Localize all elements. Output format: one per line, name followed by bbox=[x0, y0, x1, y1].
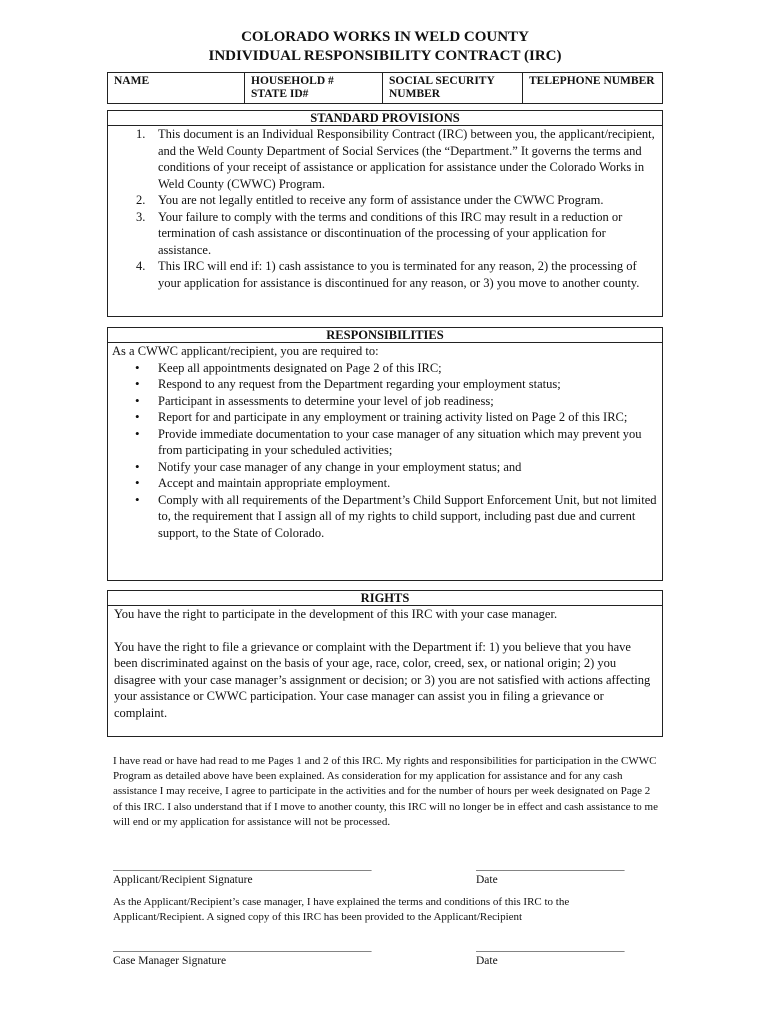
ssn-field[interactable] bbox=[383, 72, 523, 104]
bullet-icon: • bbox=[135, 458, 140, 474]
responsibility-item: • Participant in assessments to determine your level of job readiness; bbox=[135, 392, 494, 408]
document-title: COLORADO WORKS IN WELD COUNTY bbox=[241, 29, 529, 45]
standard-provisions-title: STANDARD PROVISIONS bbox=[108, 111, 662, 126]
bullet-icon: • bbox=[135, 491, 140, 507]
telephone-field[interactable] bbox=[523, 72, 663, 104]
provisions-list bbox=[108, 126, 662, 291]
provision-item: 2. You are not legally entitled to receive any form of assistance under the CWWC Program. bbox=[136, 193, 604, 207]
rights-section bbox=[107, 590, 663, 737]
case-manager-date-line[interactable]: ___________________________ bbox=[476, 941, 625, 953]
applicant-date-label: Date bbox=[476, 874, 498, 886]
ssn-label: SOCIAL SECURITY bbox=[389, 75, 495, 87]
household-id-field[interactable] bbox=[245, 72, 383, 104]
rights-title: RIGHTS bbox=[360, 591, 410, 605]
standard-provisions-section bbox=[107, 110, 663, 317]
name-field[interactable] bbox=[107, 72, 245, 104]
bullet-icon: • bbox=[135, 409, 140, 424]
responsibility-item: • Provide immediate documentation to your case manager of any situation which may prevent you from participating in your scheduled activities; bbox=[135, 425, 642, 457]
provision-item: 4. This IRC will end if: 1) cash assistance to you is terminated for any reason, 2) the processing of your application for assistance is discontinued for any reason, or 3) you move to another county. bbox=[136, 259, 640, 290]
responsibility-item: • Report for and participate in any employment or training activity listed on Page 2 of this IRC; bbox=[135, 409, 628, 424]
bullet-icon: • bbox=[135, 475, 140, 490]
case-manager-acknowledgement: As the Applicant/Recipient’s case manager, I have explained the terms and conditions of this IRC to the Applicant/Recipient. A signed copy of this IRC has been provided to the Applicant/Recipient bbox=[113, 896, 570, 924]
applicant-signature-line[interactable]: _______________________________________________ bbox=[113, 860, 372, 872]
rights-paragraph-1: You have the right to participate in the development of this IRC with your case manager. bbox=[114, 607, 558, 621]
ssn-label-2: NUMBER bbox=[389, 88, 441, 100]
responsibilities-intro: As a CWWC applicant/recipient, you are required to: bbox=[112, 344, 379, 358]
rights-paragraph-2: You have the right to file a grievance or complaint with the Department if: 1) you believe that you have been discriminated against on the basis of your age, race, color, creed, sex, or national origin; 2) you disagree with your case manager’s assignment or decision; or 3) you are not satisfied with actions affecting your assistance or CWWC participation. Your case manager can assist you in filing a grievance or complaint. bbox=[114, 639, 651, 720]
document-subtitle: INDIVIDUAL RESPONSIBILITY CONTRACT (IRC) bbox=[208, 48, 562, 64]
responsibility-item: • Notify your case manager of any change in your employment status; and bbox=[135, 458, 522, 474]
bullet-icon: • bbox=[135, 359, 140, 375]
household-label: HOUSEHOLD # bbox=[251, 75, 334, 87]
responsibility-item: • Comply with all requirements of the Department’s Child Support Enforcement Unit, but not limited to, the requirement that I assign all of my rights to child support, including past due and current support, to the State of Colorado. bbox=[135, 491, 657, 540]
bullet-icon: • bbox=[135, 376, 140, 391]
bullet-icon: • bbox=[135, 425, 140, 441]
responsibility-item: • Respond to any request from the Department regarding your employment status; bbox=[135, 376, 561, 391]
name-label: NAME bbox=[114, 75, 150, 87]
telephone-label: TELEPHONE NUMBER bbox=[529, 75, 655, 87]
case-manager-date-label: Date bbox=[476, 955, 498, 967]
responsibilities-list bbox=[108, 360, 662, 542]
applicant-signature-label: Applicant/Recipient Signature bbox=[113, 874, 253, 886]
state-id-label: STATE ID# bbox=[251, 88, 309, 100]
bullet-icon: • bbox=[135, 392, 140, 408]
case-manager-signature-label: Case Manager Signature bbox=[113, 955, 227, 967]
responsibility-item: • Keep all appointments designated on Page 2 of this IRC; bbox=[135, 359, 442, 375]
applicant-acknowledgement: I have read or have had read to me Pages 1 and 2 of this IRC. My rights and responsibilities for participation in the CWWC Program as detailed above have been explained. As consideration for my application for assistance and for any cash assistance I may receive, I agree to participate in the activities and for the number of hours per week designated on Page 2 of this IRC. I also understand that if I move to another county, this IRC will no longer be in effect and cash assistance to me will end or my application for assistance will not be processed. bbox=[113, 755, 658, 828]
responsibility-item: • Accept and maintain appropriate employment. bbox=[135, 475, 391, 490]
provision-item: 1. This document is an Individual Responsibility Contract (IRC) between you, the applicant/recipient, and the Weld County Department of Social Services (the “Department.” It governs the terms and conditions of your receipt of assistance or application for assistance under the Colorado Works in Weld County (CWWC) Program. bbox=[136, 127, 655, 191]
applicant-date-line[interactable]: ___________________________ bbox=[476, 860, 625, 872]
provision-item: 3. Your failure to comply with the terms and conditions of this IRC may result in a reduction or termination of cash assistance or discontinuation of the processing of your application for assistance. bbox=[136, 209, 623, 257]
responsibilities-title: RESPONSIBILITIES bbox=[108, 328, 662, 343]
case-manager-signature-line[interactable]: _______________________________________________ bbox=[113, 941, 372, 953]
responsibilities-section bbox=[107, 327, 663, 581]
